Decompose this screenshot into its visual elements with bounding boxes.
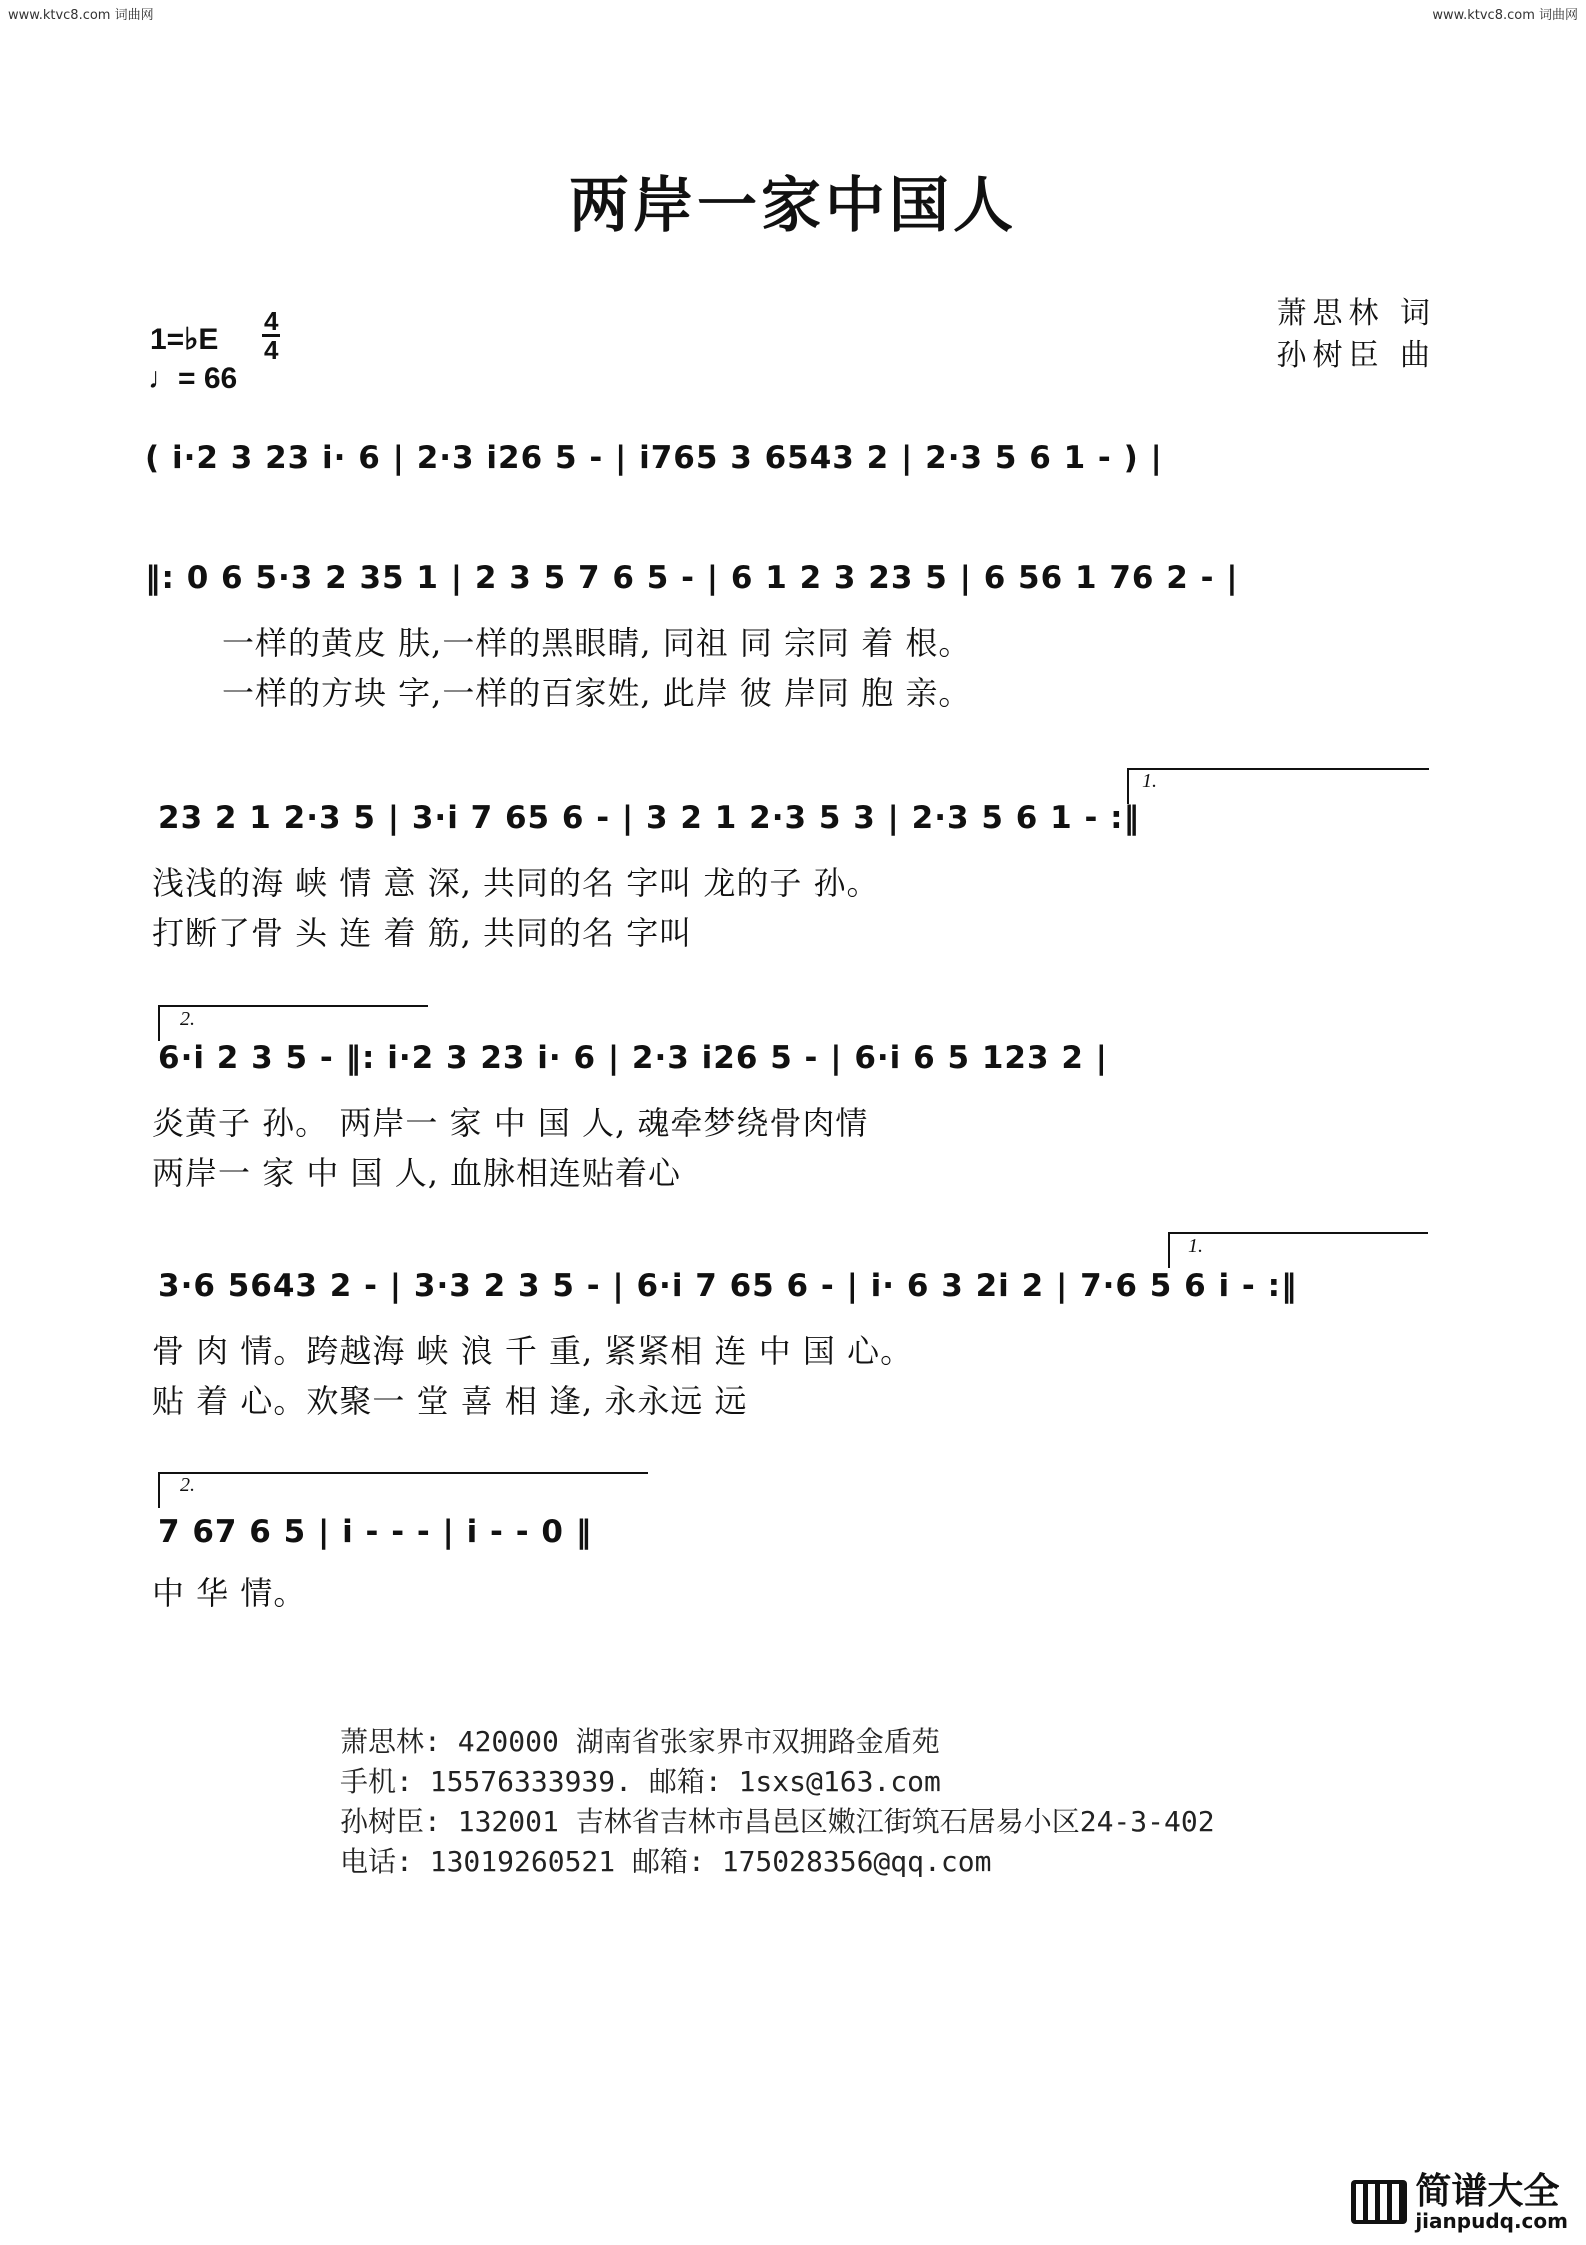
verse-2-notes: 23 2 1 2·3 5 | 3·i 7 65 6 - | 3 2 1 2·3 5 3 | 2·3 5 6 1 - :‖ (158, 800, 1141, 836)
logo-name: 简谱大全 (1415, 2171, 1560, 2212)
composer-credit: 孙树臣 曲 (1276, 338, 1436, 373)
chorus-notes: 6·i 2 3 5 - ‖: i·2 3 23 i· 6 | 2·3 i26 5 - | 6·i 6 5 123 2 | (158, 1040, 1109, 1076)
piano-icon (1351, 2180, 1407, 2224)
contact-line: 萧思林: 420000 湖南省张家界市双拥路金盾苑 (340, 1725, 940, 1758)
contact-line: 手机: 15576333939. 邮箱: 1sxs@163.com (340, 1765, 941, 1798)
lyricist-credit: 萧思林 词 (1276, 296, 1436, 331)
volta-bracket (1127, 768, 1429, 804)
volta-number: 2. (180, 1008, 195, 1030)
contact-line: 孙树臣: 132001 吉林省吉林市昌邑区嫩江街筑石居易小区24-3-402 (340, 1805, 1215, 1838)
site-logo (1351, 2173, 1568, 2231)
ending-lyric: 中 华 情。 (152, 1574, 307, 1612)
chorus-lyric-2: 两岸一 家 中 国 人, 血脉相连贴着心 (152, 1154, 682, 1192)
verse-2-lyric-1: 浅浅的海 峡 情 意 深, 共同的名 字叫 龙的子 孙。 (152, 864, 880, 902)
volta-number: 2. (180, 1474, 195, 1496)
ending-notes: 7 67 6 5 | i - - - | i - - 0 ‖ (158, 1514, 593, 1550)
volta-number: 1. (1142, 770, 1157, 792)
time-signature-bottom: 4 (264, 335, 279, 365)
chorus-2-lyric-1: 骨 肉 情。跨越海 峡 浪 千 重, 紧紧相 连 中 国 心。 (152, 1332, 914, 1370)
key-signature: 1=♭E (150, 323, 219, 356)
volta-bracket (1168, 1232, 1428, 1268)
song-title: 两岸一家中国人 (569, 171, 1017, 241)
watermark-left: www.ktvc8.com 词曲网 (8, 8, 154, 23)
volta-number: 1. (1188, 1235, 1203, 1257)
tempo-marking: ♩= 66 (148, 362, 238, 395)
watermark-right: www.ktvc8.com 词曲网 (1432, 8, 1578, 23)
verse-1-lyric-1: 一样的黄皮 肤,一样的黑眼睛, 同祖 同 宗同 着 根。 (222, 624, 972, 662)
verse-2-lyric-2: 打断了骨 头 连 着 筋, 共同的名 字叫 (152, 914, 693, 952)
verse-1-notes: ‖: 0 6 5·3 2 35 1 | 2 3 5 7 6 5 - | 6 1 2 3 23 5 | 6 56 1 76 2 - | (145, 560, 1239, 596)
volta-bracket (158, 1472, 648, 1508)
intro-notes: ( i·2 3 23 i· 6 | 2·3 i26 5 - | i765 3 6543 2 | 2·3 5 6 1 - ) | (145, 440, 1163, 476)
logo-url: jianpudq.com (1415, 2209, 1568, 2233)
contact-line: 电话: 13019260521 邮箱: 175028356@qq.com (340, 1845, 992, 1878)
verse-1-lyric-2: 一样的方块 字,一样的百家姓, 此岸 彼 岸同 胞 亲。 (222, 674, 972, 712)
time-signature-top: 4 (264, 306, 279, 336)
time-signature (262, 308, 280, 363)
chorus-2-notes: 3·6 5643 2 - | 3·3 2 3 5 - | 6·i 7 65 6 - | i· 6 3 2i 2 | 7·6 5 6 i - :‖ (158, 1268, 1298, 1304)
chorus-lyric-1: 炎黄子 孙。 两岸一 家 中 国 人, 魂牵梦绕骨肉情 (152, 1104, 869, 1142)
chorus-2-lyric-2: 贴 着 心。欢聚一 堂 喜 相 逢, 永永远 远 (152, 1382, 748, 1420)
volta-bracket (158, 1005, 428, 1041)
